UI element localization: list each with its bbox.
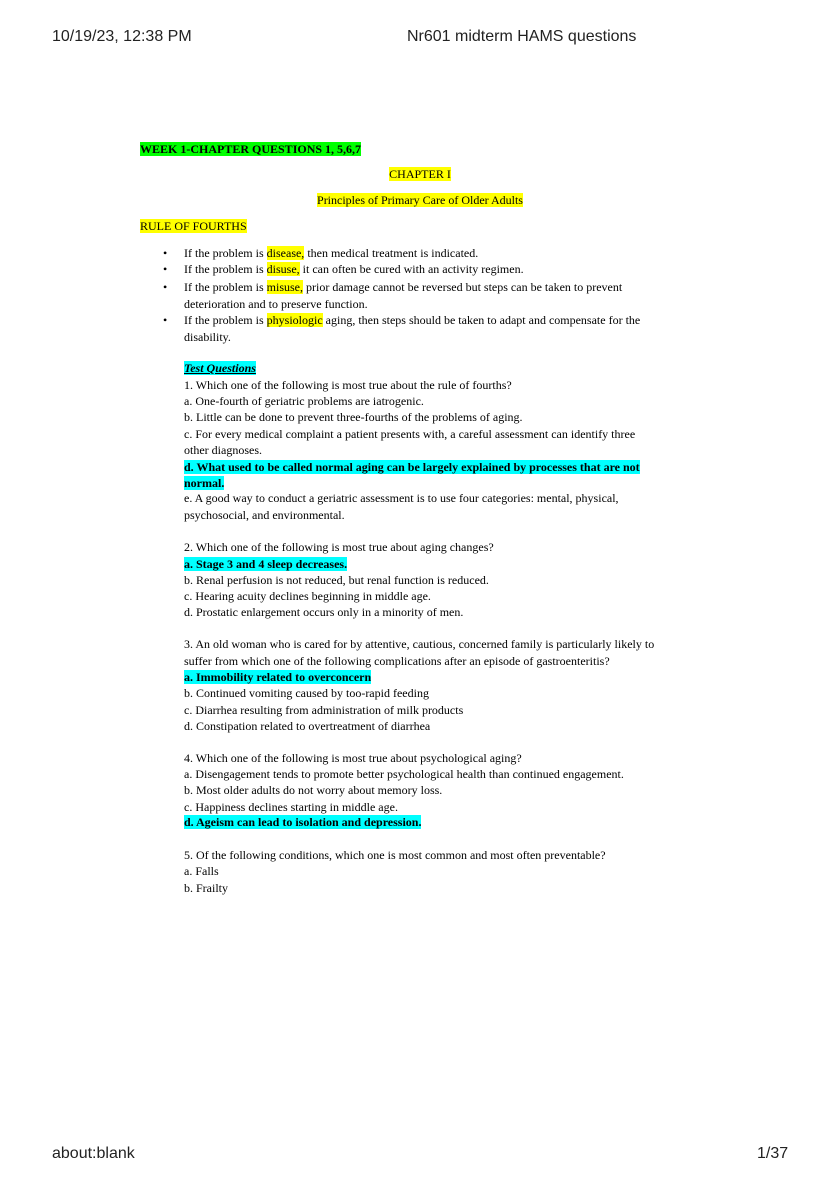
question-1-option-e-continuation: psychosocial, and environmental.: [184, 508, 345, 522]
bullet-dot: •: [163, 280, 168, 294]
question-4-stem: 4. Which one of the following is most true about psychological aging?: [184, 751, 522, 765]
question-5-option-a: a. Falls: [184, 864, 219, 878]
question-4-option-c: c. Happiness declines starting in middle age.: [184, 800, 398, 814]
chapter-heading-text: CHAPTER I: [389, 167, 451, 181]
question-2-option-d: d. Prostatic enlargement occurs only in a minority of men.: [184, 605, 464, 619]
bullet-dot: •: [163, 262, 168, 276]
question-2-option-b: b. Renal perfusion is not reduced, but renal function is reduced.: [184, 573, 489, 587]
week-heading-text: WEEK 1-CHAPTER QUESTIONS 1, 5,6,7: [140, 142, 362, 156]
question-1-option-c: c. For every medical complaint a patient presents with, a careful assessment can identify three: [184, 427, 636, 441]
bullet-text: aging, then steps should be taken to adapt and compensate for the: [322, 313, 641, 327]
question-4-answer: [184, 815, 421, 830]
bullet-text: it can often be cured with an activity regimen.: [299, 262, 524, 276]
rule-heading-text: RULE OF FOURTHS: [140, 219, 247, 233]
question-2-answer: [184, 557, 347, 572]
question-3-answer: [184, 670, 371, 685]
list-item: [184, 246, 478, 261]
bullet-text: then medical treatment is indicated.: [304, 246, 479, 260]
question-2-option-c: c. Hearing acuity declines beginning in middle age.: [184, 589, 431, 603]
bullet-text: If the problem is: [184, 262, 267, 276]
chapter-subtitle: [140, 193, 700, 208]
question-1-answer: [184, 460, 640, 475]
question-5-stem: 5. Of the following conditions, which one is most common and most often preventable?: [184, 848, 606, 862]
list-item-continuation: disability.: [184, 330, 231, 344]
bullet-text: If the problem is: [184, 280, 267, 294]
question-1-stem: 1. Which one of the following is most true about the rule of fourths?: [184, 378, 512, 392]
bullet-highlight: misuse,: [266, 280, 303, 294]
bullet-text: If the problem is: [184, 246, 267, 260]
answer-highlight: d. What used to be called normal aging can be largely explained by processes that are not: [184, 460, 640, 474]
bullet-highlight: disuse,: [266, 262, 300, 276]
question-3-option-c: c. Diarrhea resulting from administration of milk products: [184, 703, 464, 717]
document-title: Nr601 midterm HAMS questions: [407, 28, 637, 45]
question-2-stem: 2. Which one of the following is most true about aging changes?: [184, 540, 494, 554]
bullet-text: prior damage cannot be reversed but steps can be taken to prevent: [303, 280, 623, 294]
test-questions-heading: [184, 361, 256, 376]
rule-heading: [140, 219, 247, 234]
week-heading: [140, 142, 361, 157]
answer-highlight: d. Ageism can lead to isolation and depression.: [184, 815, 422, 829]
test-questions-heading-text: Test Questions: [184, 361, 256, 375]
bullet-text: If the problem is: [184, 313, 267, 327]
question-4-option-a: a. Disengagement tends to promote better psychological health than continued engagement.: [184, 767, 624, 781]
list-item: [184, 280, 622, 295]
answer-highlight: a. Stage 3 and 4 sleep decreases.: [184, 557, 348, 571]
bullet-highlight: disease,: [266, 246, 305, 260]
page-number: 1/37: [757, 1145, 789, 1162]
question-3-option-b: b. Continued vomiting caused by too-rapid feeding: [184, 686, 429, 700]
answer-highlight: a. Immobility related to overconcern: [184, 670, 372, 684]
list-item: [184, 313, 640, 328]
bullet-dot: •: [163, 313, 168, 327]
question-1-option-c-continuation: other diagnoses.: [184, 443, 262, 457]
question-3-stem-continuation: suffer from which one of the following complications after an episode of gastroenteritis?: [184, 654, 610, 668]
question-5-option-b: b. Frailty: [184, 881, 228, 895]
bullet-dot: •: [163, 246, 168, 260]
footer-url: about:blank: [52, 1145, 135, 1162]
print-datetime: 10/19/23, 12:38 PM: [52, 28, 192, 45]
list-item-continuation: deterioration and to preserve function.: [184, 297, 368, 311]
chapter-subtitle-text: Principles of Primary Care of Older Adults: [317, 193, 523, 207]
question-1-option-b: b. Little can be done to prevent three-fourths of the problems of aging.: [184, 410, 523, 424]
question-3-option-d: d. Constipation related to overtreatment of diarrhea: [184, 719, 431, 733]
question-1-option-e: e. A good way to conduct a geriatric assessment is to use four categories: mental, physical,: [184, 491, 619, 505]
question-1-option-a: a. One-fourth of geriatric problems are iatrogenic.: [184, 394, 424, 408]
bullet-highlight: physiologic: [266, 313, 323, 327]
question-4-option-b: b. Most older adults do not worry about memory loss.: [184, 783, 443, 797]
answer-highlight: normal.: [184, 476, 225, 490]
question-1-answer-continuation: [184, 476, 224, 491]
question-3-stem: 3. An old woman who is cared for by attentive, cautious, concerned family is particularly likely to: [184, 637, 655, 651]
list-item: [184, 262, 524, 277]
chapter-heading: [140, 167, 700, 182]
